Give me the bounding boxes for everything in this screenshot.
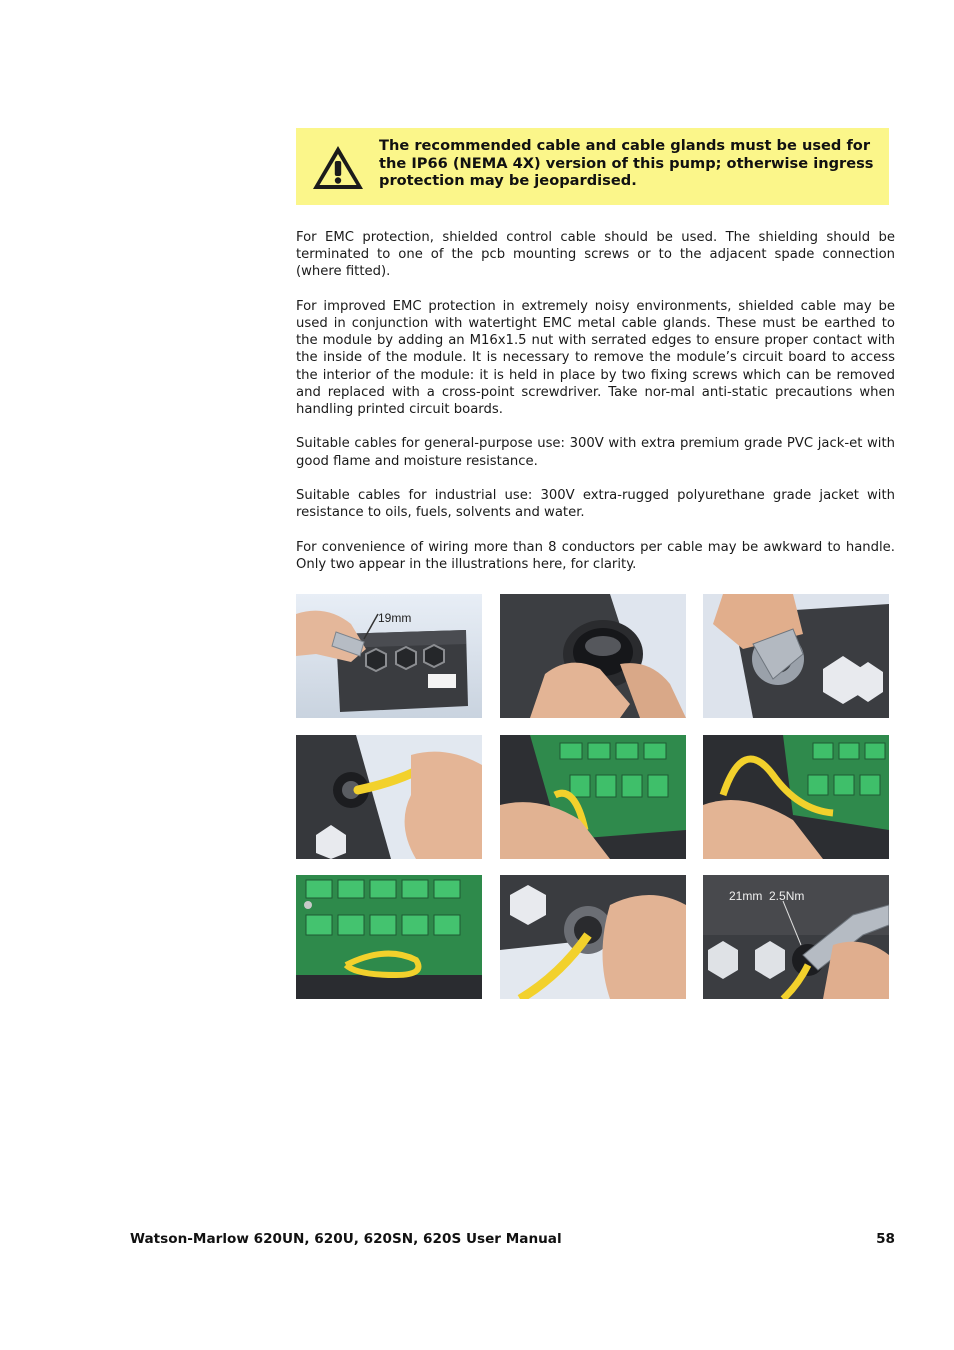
photo-gland-19mm: [296, 594, 482, 718]
photo-label-19mm: 19mm: [378, 611, 412, 625]
photo-label-21mm: 21mm 2.5Nm: [729, 889, 805, 903]
paragraph-industrial-cables: Suitable cables for industrial use: 300V extra-rugged polyurethane grade jacket with resistance to oils, fuels, solvents and water.: [296, 488, 895, 521]
photo-pcb-closeup: [296, 875, 482, 999]
body-text: [296, 229, 895, 590]
photo-cable-pcb-2: [703, 735, 889, 859]
paragraph-improved-emc: For improved EMC protection in extremely noisy environments, shielded cable may be used in conjunction with watertight EMC metal cable glands. These must be earthed to the module by adding an M16x1.5 nut with serrated edges to ensure proper contact with the inside of the module. It is necessary to remove the module’s circuit board to access the interior of the module: it is held in place by two fixing screws which can be removed and replaced with a cross-point screwdriver. Take nor-mal anti-static precautions when handling printed circuit boards.: [296, 298, 895, 418]
photo-wrench-nut: [703, 594, 889, 718]
page-number: 58: [876, 1231, 895, 1247]
photo-cable-insert: [296, 735, 482, 859]
warning-triangle-icon: [311, 144, 365, 191]
footer-manual-title: Watson-Marlow 620UN, 620U, 620SN, 620S User Manual: [130, 1231, 562, 1247]
paragraph-wiring-note: For convenience of wiring more than 8 conductors per cable may be awkward to handle. Only two appear in the illustrations here, for clarity.: [296, 539, 895, 572]
photo-gland-insert: [500, 594, 686, 718]
photo-gland-tighten: [500, 875, 686, 999]
photo-gland-21mm: [703, 875, 889, 999]
warning-box: [296, 128, 889, 205]
paragraph-emc: For EMC protection, shielded control cable should be used. The shielding should be terminated to one of the pcb mounting screws or to the adjacent spade connection (where fitted).: [296, 230, 895, 280]
photo-cable-pcb-1: [500, 735, 686, 859]
paragraph-general-cables: Suitable cables for general-purpose use: 300V with extra premium grade PVC jack-et with good flame and moisture resistance.: [296, 436, 895, 469]
warning-text: The recommended cable and cable glands must be used for the IP66 (NEMA 4X) version of this pump; otherwise ingress protection may be jeopardised.: [379, 137, 874, 189]
